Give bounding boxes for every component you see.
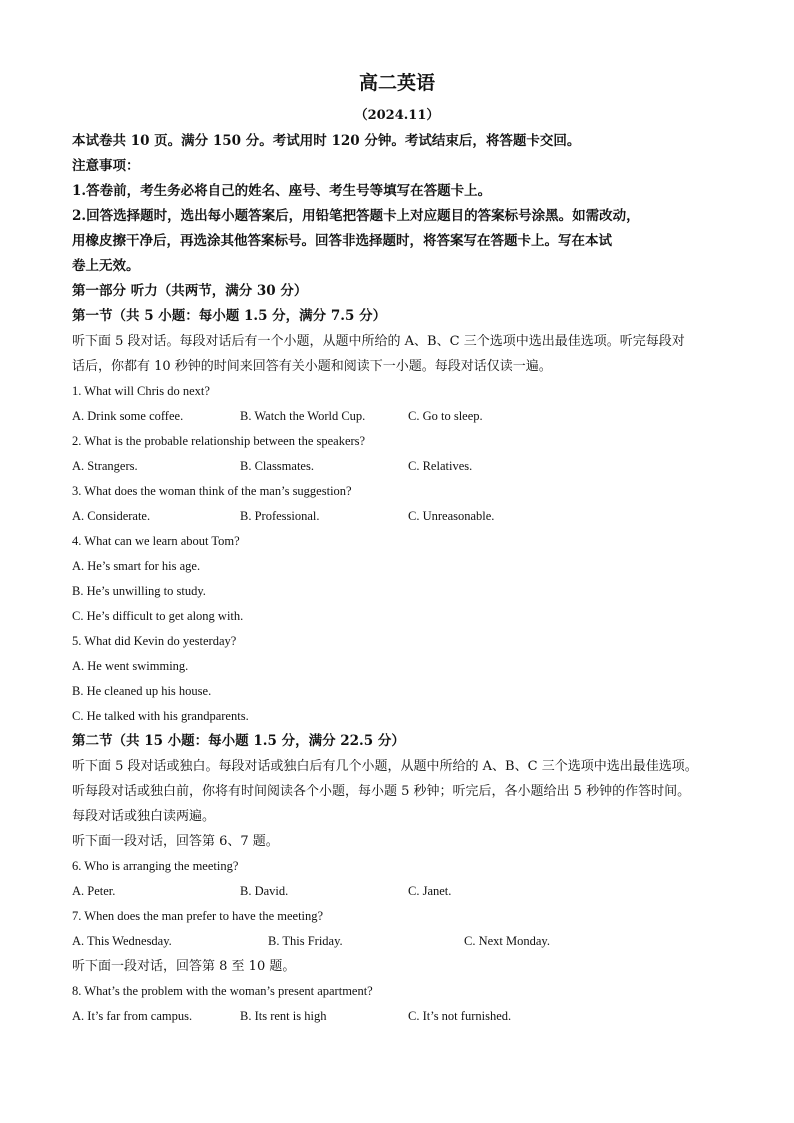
option-b: B. He cleaned up his house. — [72, 684, 212, 698]
option-b: B. This Friday. — [268, 934, 343, 948]
option-b: B. Its rent is high — [240, 1009, 327, 1023]
option-a: A. He went swimming. — [72, 659, 189, 673]
option-a: A. Drink some coffee. — [72, 409, 184, 423]
question-1-stem: 1. What will Chris do next? — [72, 384, 210, 398]
option-c: C. It’s not furnished. — [408, 1009, 512, 1023]
notice-item-1: 1.答卷前，考生务必将自己的姓名、座号、考生号等填写在答题卡上。 — [72, 183, 492, 199]
notice-item-2-line: 2.回答选择题时，选出每小题答案后，用铅笔把答题卡上对应题目的答案标号涂黑。如需改动， — [72, 208, 640, 224]
notice-item-2 — [72, 204, 732, 279]
exam-date: （2024.11） — [354, 108, 440, 123]
option-c: C. Next Monday. — [464, 934, 550, 948]
question-7-options — [72, 929, 732, 954]
instruction-line: 听每段对话或独白前，你将有时间阅读各个小题，每小题 5 秒钟；听完后，各小题给出 5 秒钟的作答时间。 — [72, 784, 691, 799]
question-8-options — [72, 1004, 732, 1029]
dialogue-group-2: 听下面一段对话，回答第 8 至 10 题。 — [72, 959, 296, 974]
question-6-stem: 6. Who is arranging the meeting? — [72, 859, 239, 873]
option-a: A. Strangers. — [72, 459, 138, 473]
instruction-line: 每段对话或独白读两遍。 — [72, 809, 216, 824]
option-b: B. He’s unwilling to study. — [72, 584, 206, 598]
question-2-stem: 2. What is the probable relationship between the speakers? — [72, 434, 366, 448]
question-3-stem: 3. What does the woman think of the man’s suggestion? — [72, 484, 352, 498]
option-b: B. Watch the World Cup. — [240, 409, 366, 423]
option-a: A. Peter. — [72, 884, 116, 898]
option-c: C. Relatives. — [408, 459, 473, 473]
option-c: C. Go to sleep. — [408, 409, 483, 423]
exam-content — [72, 129, 732, 1029]
option-a: A. This Wednesday. — [72, 934, 172, 948]
option-b: B. Classmates. — [240, 459, 314, 473]
part1-heading: 第一部分 听力（共两节，满分 30 分） — [72, 283, 308, 299]
instruction-line: 听下面 5 段对话。每段对话后有一个小题，从题中所给的 A、B、C 三个选项中选出最佳选项。听完每段对 — [72, 334, 685, 349]
option-c: C. He talked with his grandparents. — [72, 709, 249, 723]
exam-title: 高二英语 — [358, 72, 435, 94]
option-c: C. Janet. — [408, 884, 452, 898]
instruction-line: 话后，你都有 10 秒钟的时间来回答有关小题和阅读下一小题。每段对话仅读一遍。 — [72, 359, 552, 374]
option-a: A. He’s smart for his age. — [72, 559, 201, 573]
section2-instructions — [72, 754, 732, 829]
option-a: A. Considerate. — [72, 509, 151, 523]
exam-intro: 本试卷共 10 页。满分 150 分。考试用时 120 分钟。考试结束后，将答题卡交回。 — [72, 133, 581, 149]
section1-heading: 第一节（共 5 小题：每小题 1.5 分，满分 7.5 分） — [72, 308, 387, 324]
question-6-options — [72, 879, 732, 904]
option-c: C. He’s difficult to get along with. — [72, 609, 244, 623]
notice-heading: 注意事项： — [72, 158, 140, 174]
dialogue-group-1: 听下面一段对话，回答第 6、7 题。 — [72, 834, 279, 849]
question-7-stem: 7. When does the man prefer to have the meeting? — [72, 909, 324, 923]
notice-item-2-line: 用橡皮擦干净后，再选涂其他答案标号。回答非选择题时，将答案写在答题卡上。写在本试 — [72, 233, 612, 249]
question-1-options — [72, 404, 732, 429]
question-3-options — [72, 504, 732, 529]
question-5-stem: 5. What did Kevin do yesterday? — [72, 634, 237, 648]
instruction-line: 听下面 5 段对话或独白。每段对话或独白后有几个小题，从题中所给的 A、B、C 三个选项中选出最佳选项。 — [72, 759, 698, 774]
option-a: A. It’s far from campus. — [72, 1009, 193, 1023]
option-c: C. Unreasonable. — [408, 509, 495, 523]
section1-instructions — [72, 329, 732, 379]
option-b: B. Professional. — [240, 509, 320, 523]
question-8-stem: 8. What’s the problem with the woman’s present apartment? — [72, 984, 373, 998]
question-2-options — [72, 454, 732, 479]
option-b: B. David. — [240, 884, 289, 898]
notice-item-2-line: 卷上无效。 — [72, 258, 140, 274]
section2-heading: 第二节（共 15 小题：每小题 1.5 分，满分 22.5 分） — [72, 733, 405, 749]
question-4-stem: 4. What can we learn about Tom? — [72, 534, 240, 548]
